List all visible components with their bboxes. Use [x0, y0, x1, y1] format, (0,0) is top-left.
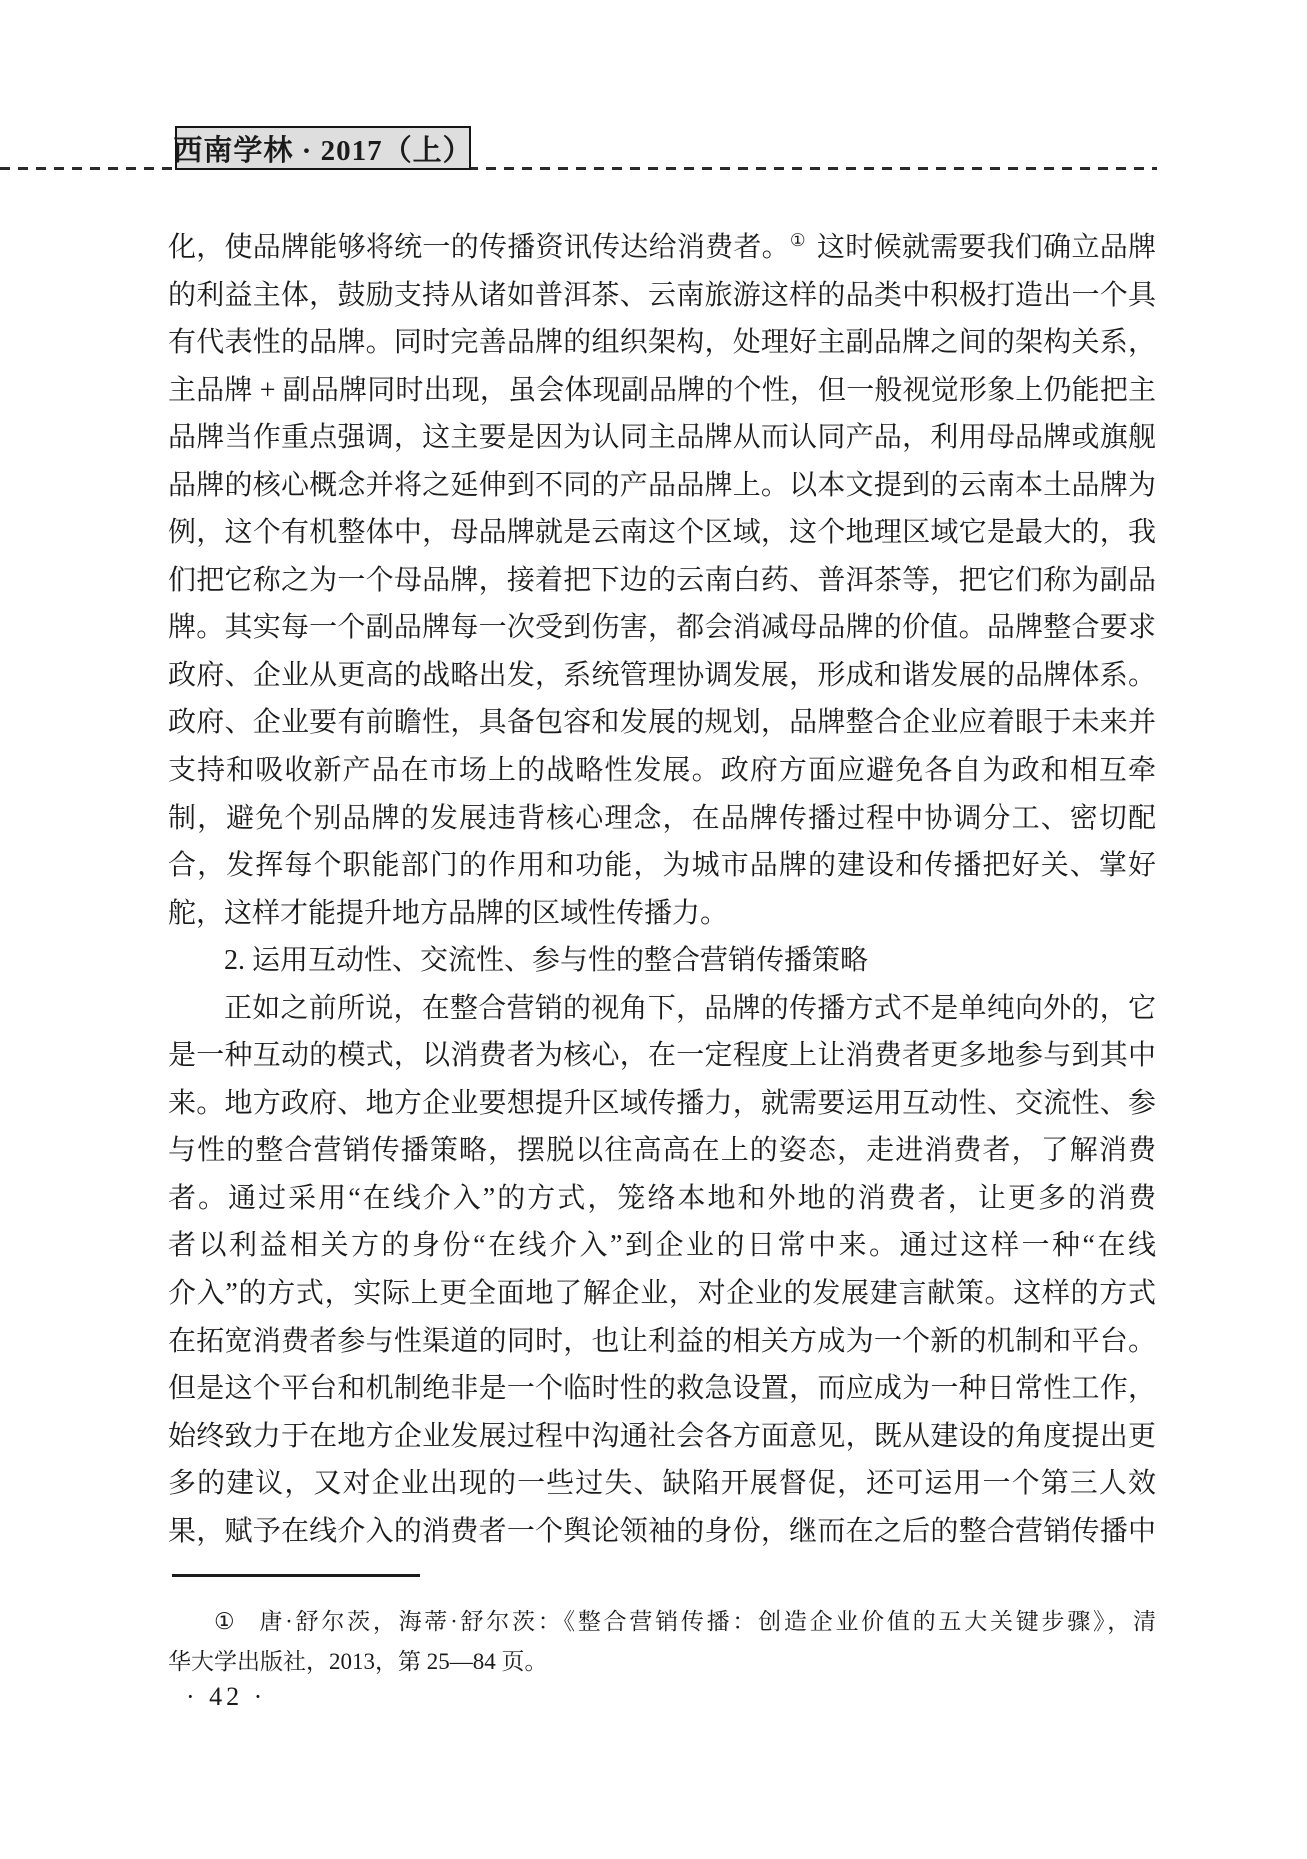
footnote-marker: ① [214, 1609, 238, 1634]
footnote-line: ① 唐·舒尔茨，海蒂·舒尔茨：《整合营销传播：创造企业价值的五大关键步骤》，清 [214, 1609, 1156, 1634]
page-number: · 42 · [186, 1682, 267, 1711]
body-line: 主品牌 + 副品牌同时出现，虽会体现副品牌的个性，但一般视觉形象上仍能把主 [168, 374, 1156, 406]
body-line: 政府、企业从更高的战略出发，系统管理协调发展，形成和谐发展的品牌体系。 [168, 659, 1156, 691]
body-line: 在拓宽消费者参与性渠道的同时，也让利益的相关方成为一个新的机制和平台。 [168, 1325, 1156, 1357]
body-line: 合，发挥每个职能部门的作用和功能，为城市品牌的建设和传播把好关、掌好 [168, 850, 1156, 882]
body-line: 舵，这样才能提升地方品牌的区域性传播力。 [168, 897, 729, 929]
footnote [168, 1602, 1156, 1682]
body-line: 支持和吸收新产品在市场上的战略性发展。政府方面应避免各自为政和相互牵 [168, 755, 1156, 787]
footnote-separator [172, 1574, 420, 1577]
body-line: 是一种互动的模式，以消费者为核心，在一定程度上让消费者更多地参与到其中 [168, 1040, 1156, 1072]
body-line: 介入”的方式，实际上更全面地了解企业，对企业的发展建言献策。这样的方式 [168, 1278, 1156, 1310]
body-line: 者以利益相关方的身份“在线介入”到企业的日常中来。通过这样一种“在线 [168, 1230, 1156, 1262]
page-header-box [175, 126, 471, 170]
body-line: 们把它称之为一个母品牌，接着把下边的云南白药、普洱茶等，把它们称为副品 [168, 564, 1156, 596]
footnote-reference-mark: ① [789, 230, 806, 250]
body-line: 来。地方政府、地方企业要想提升区域传播力，就需要运用互动性、交流性、参 [168, 1087, 1156, 1119]
body-line: 正如之前所说，在整合营销的视角下，品牌的传播方式不是单纯向外的，它 [224, 992, 1156, 1024]
body-line: 制，避免个别品牌的发展违背核心理念，在品牌传播过程中协调分工、密切配 [168, 802, 1156, 834]
body-line: 牌。其实每一个副品牌每一次受到伤害，都会消减母品牌的价值。品牌整合要求 [168, 612, 1156, 644]
body-line: 有代表性的品牌。同时完善品牌的组织架构，处理好主副品牌之间的架构关系， [168, 327, 1156, 359]
body-line: 与性的整合营销传播策略，摆脱以往高高在上的姿态，走进消费者，了解消费 [168, 1135, 1156, 1167]
body-line: 者。通过采用“在线介入”的方式，笼络本地和外地的消费者，让更多的消费 [168, 1182, 1156, 1214]
footnote-line: 华大学出版社，2013，第 25—84 页。 [168, 1649, 548, 1674]
body-line: 但是这个平台和机制绝非是一个临时性的救急设置，而应成为一种日常性工作， [168, 1373, 1156, 1405]
body-line: 政府、企业要有前瞻性，具备包容和发展的规划，品牌整合企业应着眼于未来并 [168, 707, 1156, 739]
body-line: 品牌的核心概念并将之延伸到不同的产品品牌上。以本文提到的云南本土品牌为 [168, 469, 1156, 501]
body-line: 化，使品牌能够将统一的传播资讯传达给消费者。① 这时候就需要我们确立品牌 [168, 230, 1156, 263]
body-line: 多的建议，又对企业出现的一些过失、缺陷开展督促，还可运用一个第三人效 [168, 1468, 1156, 1500]
body-line: 2. 运用互动性、交流性、参与性的整合营销传播策略 [224, 945, 869, 977]
journal-title: 西南学林 · 2017（上） [173, 134, 473, 167]
body-line: 果，赋予在线介入的消费者一个舆论领袖的身份，继而在之后的整合营销传播中 [168, 1515, 1156, 1547]
body-line: 始终致力于在地方企业发展过程中沟通社会各方面意见，既从建设的角度提出更 [168, 1420, 1156, 1452]
body-line: 例，这个有机整体中，母品牌就是云南这个区域，这个地理区域它是最大的，我 [168, 517, 1156, 549]
body-line: 的利益主体，鼓励支持从诸如普洱茶、云南旅游这样的品类中积极打造出一个具 [168, 279, 1156, 311]
body-text [168, 224, 1156, 1555]
body-line: 品牌当作重点强调，这主要是因为认同主品牌从而认同产品，利用母品牌或旗舰 [168, 422, 1156, 454]
